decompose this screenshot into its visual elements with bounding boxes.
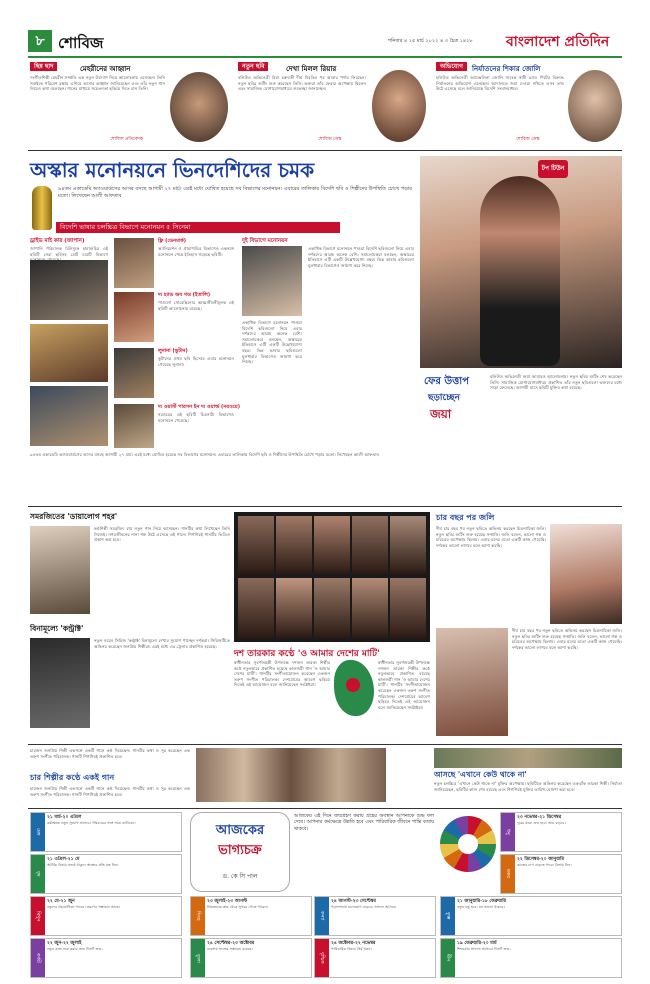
top-item-tag: নতুন ছবি — [238, 62, 268, 71]
lead-side-body: একাধিক বিভাগে মনোনয়ন পাওয়া বিদেশি ছবিগুলো নিয়ে এবার দর্শকদের আগ্রহ অনেক বেশি। সমালোচকরা বলছেন, অস্কারের ইতিহাসে এটি একটি উল্লেখযোগ্য বছর। ভিন্ন ভাষার ছবিগুলো মূলধারার বিভাগেও জায়গা করে নিচ্ছে। — [308, 246, 414, 268]
zodiac-dates: ২৩ নভেম্বর-২১ ডিসেম্বর — [517, 815, 562, 820]
zodiac-dates: ২৪ আগস্ট-২৩ সেপ্টেম্বর — [331, 899, 376, 904]
zodiac-brishchik — [314, 938, 436, 978]
story-title: সমরজিতের 'ডায়ালোগ শহর' — [30, 512, 118, 521]
lead-intro: ৯৪তম একাডেমি অ্যাওয়ার্ডসের আসর বসছে আগামী ২৭ মার্চ। এরই মধ্যে ঘোষিত হয়েছে সব বিভাগের মনোনয়ন। এবারের তালিকায় বিদেশি ছবি ও শিল্পীদের উপস্থিতি চোখে পড়ার মতো। লিখেছেন আলী আফতাব — [58, 186, 412, 199]
lead-side-body-cont: একাধিক বিভাগে মনোনয়ন পাওয়া বিদেশি ছবিগুলো নিয়ে এবার দর্শকদের আগ্রহ অনেক বেশি। সমালোচকরা বলছেন, অস্কারের ইতিহাসে এটি একটি উল্লেখযোগ্য বছর। ভিন্ন ভাষার ছবিগুলো মূলধারার বিভাগেও জায়গা করে নিচ্ছে। — [242, 320, 302, 365]
hero-title-1: ফের উত্তাপ — [424, 376, 469, 387]
section-title: শোবিজ — [58, 34, 104, 52]
zodiac-text: বন্ধুদের সহযোগিতা পাবেন। ভ্রমণের সম্ভাবনা আছে। — [47, 905, 120, 909]
zodiac-brisha — [30, 854, 182, 894]
film-body: জাপানি পরিচালক রিউসুকে হামাগুচির এই ছবিটি সেরা ছবিসহ মোট চারটি বিভাগে — [30, 246, 108, 257]
photo-drive-my-car — [30, 260, 108, 320]
zodiac-wheel-center — [458, 834, 478, 854]
lead-headline: অস্কার মনোনয়নে ভিনদেশিদের চমক — [30, 158, 315, 182]
hero-title-2: ছড়াচ্ছেন — [428, 393, 460, 403]
story-title: চার শিল্পীর কণ্ঠে একই গান — [30, 773, 115, 782]
photo-cell — [238, 516, 274, 574]
lead-subhead: বিদেশি ভাষার চলচ্চিত্র বিভাগে মনোনয়ন ৫ সিনেমা — [56, 222, 340, 233]
zodiac-dates: ২২ জুন-২২ জুলাই — [47, 941, 82, 946]
zodiac-name: মেষ — [31, 813, 45, 851]
zodiac-kanya — [314, 896, 436, 936]
zodiac-kumbha — [440, 896, 622, 936]
film-title: দ্য হ্যান্ড অব গড (ইতালি) — [158, 292, 211, 298]
lead-side-title: দুই বিভাগে মনোনয়ন — [242, 238, 288, 244]
oscar-statuette — [32, 186, 52, 230]
top-item-body: হলিউড অভিনেত্রী অ্যাঞ্জেলিনা জোলি সাবেক স্বামী ব্র্যাড পিটের বিরুদ্ধে নির্যাতনের অভিযোগ এনেছেন। আদালতে জমা দেওয়া নথিতে এসব তথ্য উঠে এসেছে বলে জানিয়েছে বিদেশি সংবাদমাধ্যম। — [436, 75, 564, 92]
photo-nominee — [114, 348, 154, 398]
photo-worst-person — [114, 292, 154, 342]
zodiac-text: কর্মক্ষেত্রে নতুন সুযোগ আসবে। পরিবারের সঙ্গে সময় কাটাবেন। — [47, 821, 136, 825]
top-item-body: সংগীতশিল্পী মেহরীন সম্প্রতি এক নতুন উদ্যোগ নিয়ে আলোচনায় এসেছেন। তিনি সবাইকে পরিবেশ রক্ষায় এগিয়ে আসার আহ্বান জানিয়েছেন এবং তাঁর নতুন গান নিয়েও কথা বলেছেন। গানের মাধ্যমে সচেতনতা ছড়িয়ে দিতে চান তিনি। — [30, 75, 165, 92]
zodiac-name: ধনু — [501, 813, 515, 851]
zodiac-singha — [190, 896, 312, 936]
top-item-3 — [436, 62, 622, 146]
zodiac-text: আর্থিক বিষয়ে সতর্ক থাকুন। স্বাস্থ্যের প্রতি যত্ন নিন। — [47, 863, 119, 867]
photo-cell — [390, 516, 426, 574]
top-item-title: দেখা মিলল রিয়ার — [286, 65, 337, 73]
photo-lunana — [114, 238, 154, 288]
byline: শোবিজ ডেস্ক — [516, 137, 540, 142]
zodiac-text: পড়াশোনায় মনোযোগ বাড়বে। সাফল্য আসবে। — [331, 905, 397, 909]
photo-mehrin — [170, 72, 228, 142]
zodiac-name: কর্কট — [31, 939, 45, 977]
photo-jolly — [550, 524, 622, 624]
photo-jolly-2 — [436, 628, 508, 736]
zodiac-name: কন্যা — [315, 897, 329, 935]
film-title: ফ্লি (ডেনমার্ক) — [158, 238, 187, 244]
zodiac-text: ব্যবসায় লাভের সম্ভাবনা রয়েছে। — [207, 947, 253, 951]
divider — [28, 744, 622, 745]
zodiac-dates: ২২ মে-২১ জুন — [47, 899, 75, 904]
issue-date: শনিবার ৪ ২৫ মার্চ ২০২২ ৪ ৩ চৈত্র ১৪২৮ — [388, 38, 473, 44]
zodiac-mesh — [30, 812, 182, 852]
zodiac-dates: ২২ ডিসেম্বর-২০ জানুয়ারি — [517, 857, 564, 862]
zodiac-wheel-icon — [440, 816, 496, 872]
zodiac-name: মীন — [441, 939, 455, 977]
top-item-1 — [30, 62, 230, 146]
zodiac-mithun — [30, 896, 182, 936]
photo-cell — [314, 578, 350, 638]
zodiac-dhanu — [500, 812, 622, 852]
zodiac-text: প্রিয়জনের কাছ থেকে সুখবর পেতে পারেন। — [207, 905, 268, 909]
zodiac-name: বৃষ — [31, 855, 45, 893]
zodiac-text: নতুন কাজ শুরু করার জন্য দিনটি শুভ। — [47, 947, 103, 951]
film-body: অ্যানিমেশন ও প্রামাণ্যচিত্র বিভাগেও একসঙ্গে মনোনয়ন পেয়ে ইতিহাস গড়েছে ছবিটি। — [158, 246, 234, 257]
divider — [28, 150, 622, 151]
divider — [28, 808, 622, 809]
story-body-cont: স্বাধীনতার সুবর্ণজয়ন্তী উপলক্ষে দশজন তারকা শিল্পীর কণ্ঠে নতুনভাবে প্রকাশিত হয়েছে কালজয়ী গান 'ও আমার দেশের মাটি'। গানটির সংগীতায়োজন করেছেন একজন তরুণ সংগীত পরিচালক। দেশপ্রেমের আবেগ ছড়িয়ে দিতেই এই আয়োজন বলে জানিয়েছেন সংশ্লিষ্টরা। — [378, 660, 430, 710]
zodiac-dates: ১৯ ফেব্রুয়ারি-২০ মার্চ — [457, 941, 497, 946]
zodiac-name: সিংহ — [191, 897, 205, 935]
hero-photo — [420, 156, 622, 368]
film-title: লুনানা (ভুটান) — [158, 348, 188, 354]
photo-cell — [390, 578, 426, 638]
zodiac-dates: ২৩ জুলাই-২৩ আগস্ট — [207, 899, 248, 904]
zodiac-dates: ২৪ অক্টোবর-২২ নভেম্বর — [331, 941, 376, 946]
zodiac-dates: ২১ এপ্রিল-২১ মে — [47, 857, 80, 862]
photo-cell — [352, 578, 388, 638]
photo-samarjit — [30, 526, 90, 614]
top-item-tag: অভিযোগ — [436, 62, 467, 71]
story-body: স্বাধীনতার সুবর্ণজয়ন্তী উপলক্ষে দশজন তারকা শিল্পীর কণ্ঠে নতুনভাবে প্রকাশিত হয়েছে কালজয়ী গান 'ও আমার দেশের মাটি'। গানটির সংগীতায়োজন করেছেন একজন তরুণ সংগীত পরিচালক। দেশপ্রেমের আবেগ ছড়িয়ে দিতেই এই আয়োজন বলে জানিয়েছেন সংশ্লিষ্টরা। — [234, 660, 330, 688]
header-rule — [28, 56, 622, 58]
zodiac-tula — [190, 938, 312, 978]
story-body: চারজন জনপ্রিয় শিল্পী একসঙ্গে একটি গানে কণ্ঠ দিয়েছেন। গানটির কথা ও সুর করেছেন এক তরুণ সংগীত পরিচালক। গানটি শিগগিরই প্রকাশিত হবে। — [30, 748, 190, 759]
photo-cell — [276, 578, 312, 638]
story-body-cont: দীর্ঘ চার বছর পর নতুন ছবিতে অভিনয় করছেন চিত্রনায়িকা জলি। নতুন ছবির শুটিং শুরু হয়েছে সম্প্রতি। জলি বলেন, ভালো গল্প ও চরিত্রের অপেক্ষায় ছিলাম। এবার মনের মতো একটি কাজ পেয়েছি। দর্শকের ভালো লাগবে বলে আশা করছি। — [512, 628, 622, 650]
story-title: বিনামূল্যে 'কন্ট্রাক্ট' — [30, 624, 84, 633]
top-item-2 — [238, 62, 428, 146]
story-jolly — [436, 512, 622, 742]
bangladesh-map-icon — [334, 660, 374, 716]
byline: শোবিজ প্রতিবেদক — [110, 137, 143, 142]
zodiac-text: নতুন বন্ধু হবে। মন ভালো থাকবে। — [457, 905, 505, 909]
story-body-cont: চারজন জনপ্রিয় শিল্পী একসঙ্গে একটি গানে কণ্ঠ দিয়েছেন। গানটির কথা ও সুর করেছেন এক তরুণ সংগীত পরিচালক। গানটি শিগগিরই প্রকাশিত হবে। — [30, 786, 190, 797]
story-samarjit — [30, 512, 230, 742]
hero-name: জয়া — [430, 407, 452, 421]
hero-feature — [420, 156, 622, 504]
photo-film — [434, 748, 622, 768]
story-body: কণ্ঠশিল্পী সমরজিৎ রায় নতুন গান নিয়ে আসছেন। গানটির কথা লিখেছেন তিনি নিজেই। নগরজীবনের নানা গল্প উঠে এসেছে এই গানে। শিগগিরই গানটির ভিডিও প্রকাশ করা হবে। — [94, 526, 230, 543]
lead-story — [30, 156, 414, 504]
top-item-title: মেহরীনের আহ্বান — [80, 65, 131, 73]
zodiac-text: কাজের চাপ বাড়তে পারে। বিশ্রাম নিন। — [517, 863, 572, 867]
story-body: নতুন ওয়েব সিরিজ 'কন্ট্রাক্ট' বিনামূল্যে দেখার সুযোগ পাচ্ছেন দর্শকরা। সিরিজটিতে অভিনয় করেছেন জনপ্রিয় শিল্পীরা। এরই মধ্যে এর ট্রেলার প্রকাশিত হয়েছে। — [94, 638, 230, 649]
film-body: নরওয়ের এই ছবিটি চিত্রনাট্য বিভাগেও মনোনয়ন পেয়েছে। — [158, 412, 234, 423]
hero-badge: টপ টিউন — [538, 160, 568, 178]
film-body: ভুটানের প্রথম ছবি হিসেবে এবার মনোনয়ন পেয়েছে লুনানা। — [158, 356, 234, 367]
story-body: নতুন চলচ্চিত্র 'এখানে কেউ থাকে না' মুক্তির অপেক্ষায়। ছবিটিতে অভিনয় করেছেন একঝাঁক তারকা শিল্পী। নির্মাতা জানিয়েছেন, ছবিটির কাজ শেষ হয়েছে এবং শিগগিরই মুক্তির তারিখ ঘোষণা করা হবে। — [434, 781, 622, 792]
photo-nominee — [114, 404, 154, 448]
story-ten-stars — [234, 512, 430, 742]
story-ekhane-keu — [434, 748, 622, 804]
photo-flee — [30, 324, 108, 382]
page-header — [28, 30, 622, 54]
zodiac-dates: ২১ জানুয়ারি-১৮ ফেব্রুয়ারি — [457, 899, 506, 904]
zodiac-text: শিল্পচর্চায় সাফল্য আসবে। দিনটি শুভ। — [457, 947, 511, 951]
hero-body: বলিউড অভিনেত্রী জয়া আবারও আলোচনায়। নতুন ছবির শুটিং শেষ করেছেন তিনি। সামাজিক যোগাযোগমাধ্যমে প্রকাশিত তাঁর নতুন ছবিগুলো ভক্তদের মধ্যে সাড়া ফেলেছে। আগামী মাসে ছবিটি মুক্তির কথা রয়েছে। — [490, 374, 622, 391]
photo-hand-of-god — [30, 386, 108, 446]
story-title: চার বছর পর জলি — [436, 513, 495, 522]
story-body: দীর্ঘ চার বছর পর নতুন ছবিতে অভিনয় করছেন চিত্রনায়িকা জলি। নতুন ছবির শুটিং শুরু হয়েছে সম্প্রতি। জলি বলেন, ভালো গল্প ও চরিত্রের অপেক্ষায় ছিলাম। এবার মনের মতো একটি কাজ পেয়েছি। দর্শকের ভালো লাগবে বলে আশা করছি। — [436, 526, 546, 548]
photo-cell — [352, 516, 388, 574]
zodiac-dates: ২৪ সেপ্টেম্বর-২৩ অক্টোবর — [207, 941, 255, 946]
zodiac-name: কুম্ভ — [441, 897, 455, 935]
zodiac-name: মিথুন — [31, 897, 45, 935]
photo-grid — [234, 512, 430, 642]
photo-director — [242, 246, 302, 316]
horoscope-section — [30, 812, 622, 978]
zodiac-text: দূরের যাত্রা শুভ হবে। আয় বাড়বে। — [517, 821, 566, 825]
zodiac-dates: ২১ মার্চ-২০ এপ্রিল — [47, 815, 82, 820]
photo-jolie — [568, 70, 622, 142]
masthead-brand: বাংলাদেশ প্রতিদিন — [506, 34, 610, 50]
lead-footer-text: ৯৪তম একাডেমি অ্যাওয়ার্ডসের আসর বসছে আগামী ২৭ মার্চ। এরই মধ্যে ঘোষিত হয়েছে সব বিভাগের মনোনয়ন। এবারের তালিকায় বিদেশি ছবি ও শিল্পীদের উপস্থিতি চোখে পড়ার মতো। লিখেছেন আলী আফতাব — [30, 452, 379, 457]
zodiac-name: বৃশ্চিক — [315, 939, 329, 977]
story-title: আসছে 'এখানে কেউ থাকে না' — [434, 770, 527, 779]
horoscope-author: ড. কে সি পাল — [222, 873, 258, 880]
zodiac-karkat — [30, 938, 182, 978]
film-body: পাওলো সোরেন্তিনোর আত্মজীবনীমূলক এই ছবিটি আলোচনায় রয়েছে। — [158, 300, 234, 311]
photo-cell — [238, 578, 274, 638]
photo-contract — [30, 638, 90, 728]
horoscope-title-2: ভাগ্যচক্র — [218, 843, 262, 858]
photo-cell — [276, 516, 312, 574]
zodiac-makar — [500, 854, 622, 894]
horoscope-title-box — [190, 812, 290, 892]
top-item-tag: ছিন্ন ছাদ — [30, 62, 57, 71]
byline: শোবিজ ডেস্ক — [318, 137, 342, 142]
flag-circle-icon — [346, 678, 360, 692]
photo-cell — [314, 516, 350, 574]
photo-rhea — [372, 70, 426, 142]
divider — [28, 506, 622, 507]
top-item-body: বলিউড অভিনেত্রী রিয়া চক্রবর্তী দীর্ঘ বিরতির পর আবার পর্দায় ফিরছেন। নতুন ছবির শুটিং শুরু করেছেন তিনি। ভক্তরা তাঁর ফেরার অপেক্ষায় ছিলেন এবং সামাজিক যোগাযোগমাধ্যমে শুভেচ্ছা জানাচ্ছেন। — [238, 75, 366, 92]
top-item-title: নির্যাতনের শিকার জোলি — [472, 65, 541, 73]
zodiac-text: পারিবারিক বিষয়ে ধৈর্য ধরুন। — [331, 947, 372, 951]
zodiac-meen — [440, 938, 622, 978]
horoscope-intro: আজকের এই দিনে জন্মগ্রহণ করায় গ্রহের অবস্থান আপনাকে শুভ ফল দেবে। আপনার কর্মক্ষেত্রে উন্নতি হবে এবং পারিবারিক জীবনে শান্তি বজায় থাকবে। — [294, 814, 434, 832]
photo-strip — [196, 748, 386, 802]
story-headline: দশ তারকার কণ্ঠে 'ও আমার দেশের মাটি' — [234, 649, 380, 659]
zodiac-name: তুলা — [191, 939, 205, 977]
film-title: ড্রাইভ মাই কার (জাপান) — [30, 238, 85, 244]
hero-figure — [480, 176, 560, 366]
page-number: ৮ — [28, 30, 52, 52]
story-four-singers — [30, 748, 390, 804]
film-title: দ্য ওয়ার্স্ট পারসন ইন দ্য ওয়ার্ল্ড (নরওয়ে) — [158, 404, 240, 410]
zodiac-name: মকর — [501, 855, 515, 893]
horoscope-title: আজকের — [215, 823, 265, 838]
